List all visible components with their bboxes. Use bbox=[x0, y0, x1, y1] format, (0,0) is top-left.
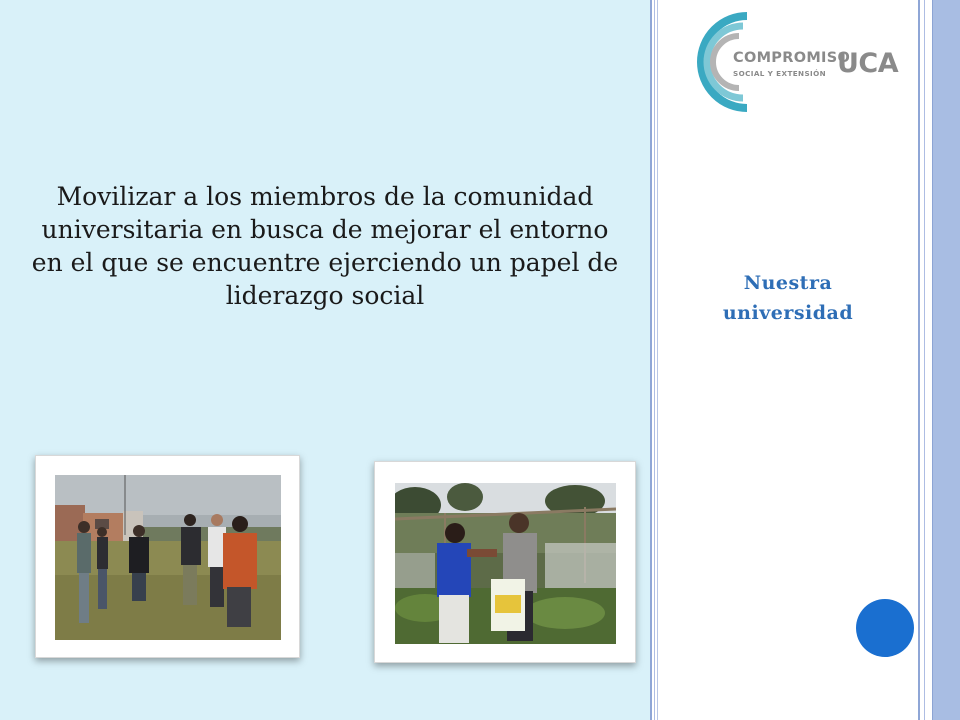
slide-edge-band bbox=[932, 0, 960, 720]
decorative-blue-circle bbox=[856, 599, 914, 657]
logo-word-social: SOCIAL Y EXTENSIÓN bbox=[733, 69, 827, 78]
slide-edge-lines bbox=[918, 0, 932, 720]
side-title-line2: universidad bbox=[722, 302, 854, 324]
side-title bbox=[718, 268, 858, 328]
photo-garden-volunteers-image bbox=[395, 483, 616, 644]
logo-word-uca: UCA bbox=[837, 48, 899, 79]
photo-group-field bbox=[35, 455, 300, 658]
photo-group-field-image bbox=[55, 475, 281, 640]
compromiso-social-logo bbox=[685, 12, 900, 112]
side-title-line1: Nuestra bbox=[743, 272, 833, 294]
logo-word-compromiso: COMPROMISO bbox=[733, 50, 851, 66]
slide-body-text: Movilizar a los miembros de la comunidad universitaria en busca de mejorar el entorno en el que se encuentre ejerciendo un papel de liderazgo social bbox=[31, 182, 619, 310]
photo-garden-volunteers bbox=[374, 461, 636, 663]
slide-divider bbox=[650, 0, 658, 720]
